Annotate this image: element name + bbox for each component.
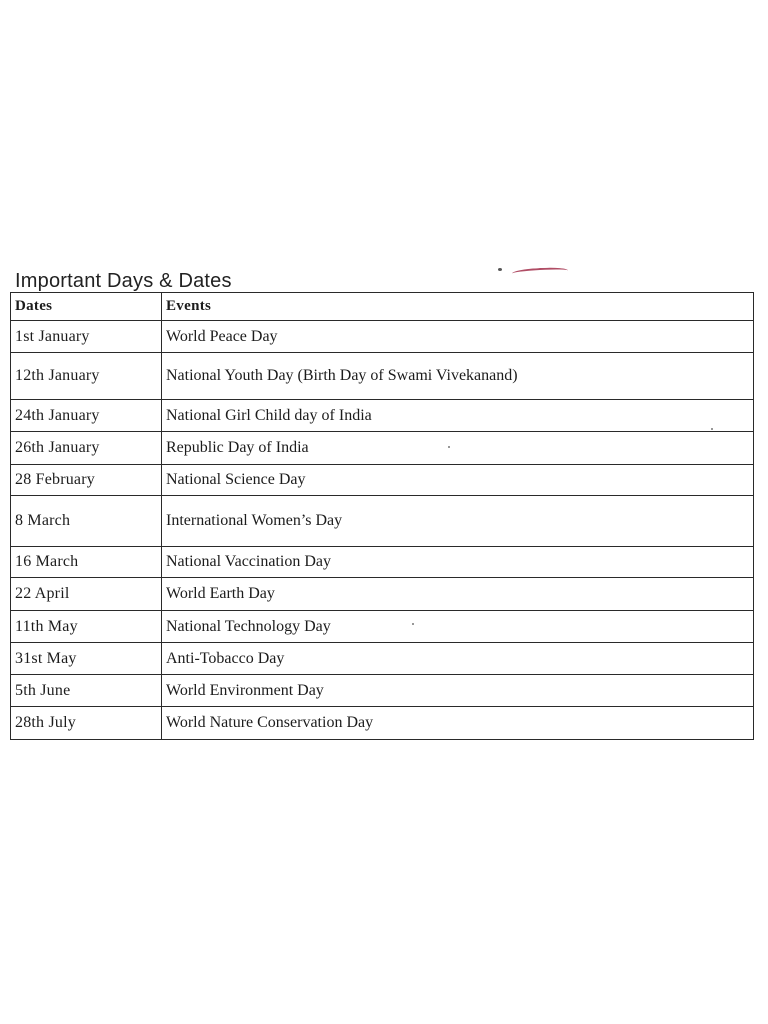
table-header-row: [11, 293, 754, 321]
date-cell: 28th July: [11, 707, 162, 740]
table-row: [11, 432, 754, 465]
table-row: [11, 611, 754, 643]
event-cell: National Technology Day: [162, 611, 754, 643]
event-cell: World Earth Day: [162, 578, 754, 611]
event-cell: National Vaccination Day: [162, 547, 754, 578]
table-row: [11, 465, 754, 496]
date-cell: 31st May: [11, 643, 162, 675]
event-cell: Republic Day of India: [162, 432, 754, 465]
event-cell: Anti-Tobacco Day: [162, 643, 754, 675]
event-cell: International Women’s Day: [162, 496, 754, 547]
pen-mark: [512, 267, 568, 278]
event-cell: World Environment Day: [162, 675, 754, 707]
date-cell: 28 February: [11, 465, 162, 496]
date-cell: 22 April: [11, 578, 162, 611]
ink-dot: [498, 268, 502, 271]
event-cell: National Science Day: [162, 465, 754, 496]
table-row: [11, 496, 754, 547]
date-cell: 24th January: [11, 400, 162, 432]
table-row: [11, 675, 754, 707]
important-days-table: [10, 292, 754, 740]
table-row: [11, 547, 754, 578]
event-cell: World Nature Conservation Day: [162, 707, 754, 740]
table-row: [11, 353, 754, 400]
date-cell: 26th January: [11, 432, 162, 465]
event-cell: National Youth Day (Birth Day of Swami Vivekanand): [162, 353, 754, 400]
event-cell: National Girl Child day of India: [162, 400, 754, 432]
date-cell: 5th June: [11, 675, 162, 707]
date-cell: 12th January: [11, 353, 162, 400]
table-row: [11, 643, 754, 675]
dates-column-header: Dates: [11, 293, 162, 321]
page-title: Important Days & Dates: [15, 270, 232, 292]
table-row: [11, 578, 754, 611]
date-cell: 1st January: [11, 321, 162, 353]
event-cell: World Peace Day: [162, 321, 754, 353]
table-row: [11, 707, 754, 740]
date-cell: 11th May: [11, 611, 162, 643]
date-cell: 8 March: [11, 496, 162, 547]
table-row: [11, 400, 754, 432]
table-row: [11, 321, 754, 353]
date-cell: 16 March: [11, 547, 162, 578]
events-column-header: Events: [162, 293, 754, 321]
